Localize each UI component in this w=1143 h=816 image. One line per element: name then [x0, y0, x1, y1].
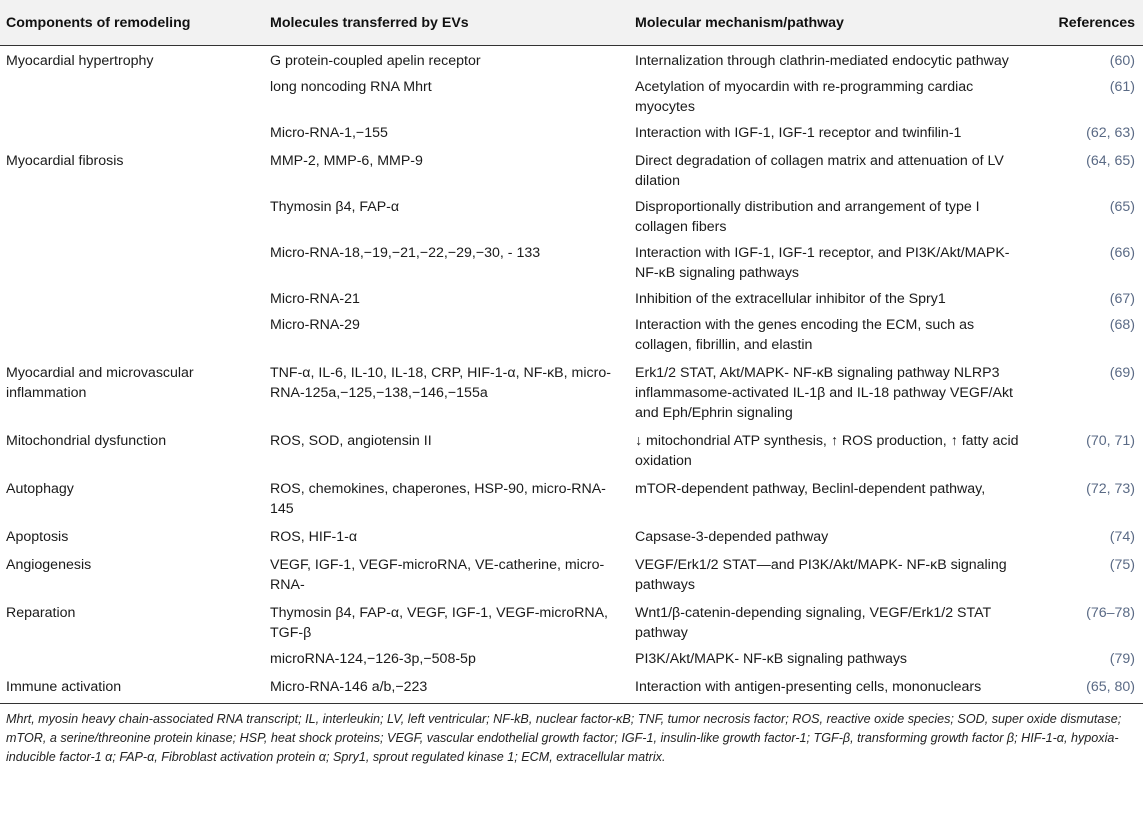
cell-references: (62, 63) — [1086, 125, 1135, 141]
cell-molecules: Micro-RNA-21 — [270, 291, 360, 307]
cell-molecules: ROS, HIF-1-α — [270, 529, 358, 545]
cell-component: Angiogenesis — [6, 557, 92, 573]
cell-mechanism: PI3K/Akt/MAPK- NF-κB signaling pathways — [635, 651, 908, 667]
cell-component: Myocardial hypertrophy — [6, 53, 154, 69]
cell-component: Myocardial and microvascular inflammation — [6, 365, 194, 401]
cell-mechanism: Internalization through clathrin-mediated endocytic pathway — [635, 53, 1009, 69]
table-row — [0, 46, 1143, 75]
reference-link[interactable]: 68 — [1114, 317, 1131, 333]
reference-link[interactable]: 75 — [1114, 557, 1131, 573]
cell-molecules: Thymosin β4, FAP-α, VEGF, IGF-1, VEGF-microRNA, TGF-β — [270, 605, 608, 641]
cell-molecules: Micro-RNA-29 — [270, 317, 360, 333]
cell-mechanism: Disproportionally distribution and arrangement of type I collagen fibers — [635, 199, 980, 235]
reference-link[interactable]: 65 — [1114, 199, 1131, 215]
cell-component: Autophagy — [6, 481, 74, 497]
reference-link[interactable]: 76–78 — [1090, 605, 1131, 621]
cell-component — [0, 286, 270, 312]
cell-component: Reparation — [6, 605, 76, 621]
cell-mechanism: Wnt1/β-catenin-depending signaling, VEGF/Erk1/2 STAT pathway — [635, 605, 991, 641]
table-row — [0, 550, 1143, 598]
cell-references: (70, 71) — [1086, 433, 1135, 449]
cell-molecules: ROS, chemokines, chaperones, HSP-90, micro-RNA-145 — [270, 481, 606, 517]
cell-component: Mitochondrial dysfunction — [6, 433, 167, 449]
table-body — [0, 46, 1143, 704]
header-components: Components of remodeling — [0, 0, 270, 46]
cell-molecules: G protein-coupled apelin receptor — [270, 53, 481, 69]
cell-references: (64, 65) — [1086, 153, 1135, 169]
cell-component — [0, 194, 270, 240]
cell-mechanism: Interaction with IGF-1, IGF-1 receptor, and PI3K/Akt/MAPK- NF-κB signaling pathways — [635, 245, 1010, 281]
cell-mechanism: Interaction with the genes encoding the ECM, such as collagen, fibrillin, and elastin — [635, 317, 975, 353]
table-header — [0, 0, 1143, 46]
header-references: References — [1043, 0, 1143, 46]
cell-references: (66) — [1109, 245, 1135, 261]
cell-mechanism: Acetylation of myocardin with re-programming cardiac myocytes — [635, 79, 974, 115]
cell-molecules: Thymosin β4, FAP-α — [270, 199, 400, 215]
cell-references: (65, 80) — [1043, 672, 1143, 704]
cell-component — [0, 240, 270, 286]
cell-mechanism: Direct degradation of collagen matrix and attenuation of LV dilation — [635, 153, 1004, 189]
reference-link[interactable]: 65, 80 — [1090, 679, 1131, 695]
reference-link[interactable]: 64, 65 — [1090, 153, 1131, 169]
table-row — [0, 240, 1143, 286]
reference-link[interactable]: 72, 73 — [1090, 481, 1131, 497]
header-row — [0, 0, 1143, 46]
table-row — [0, 598, 1143, 646]
cell-references: (67) — [1109, 291, 1135, 307]
cell-mechanism: VEGF/Erk1/2 STAT—and PI3K/Akt/MAPK- NF-κB signaling pathways — [635, 557, 1007, 593]
cell-component — [0, 120, 270, 146]
cell-molecules: microRNA-124,−126-3p,−508-5p — [270, 651, 476, 667]
table-row — [0, 522, 1143, 550]
reference-link[interactable]: 70, 71 — [1090, 433, 1131, 449]
cell-component — [0, 74, 270, 120]
table-footnote: Mhrt, myosin heavy chain-associated RNA transcript; IL, interleukin; LV, left ventricular; NF-kB, nuclear factor-κB; TNF, tumor necrosis factor; ROS, reactive oxide species; SOD, super oxide dismutase; mTOR, a serine/threonine protein kinase; HSP, heat shock proteins; VEGF, vascular endothelial growth factor; IGF-1, insulin-like growth factor-1; TGF-β, transforming growth factor β; HIF-1-α, hypoxia-inducible factor-1 α; FAP-α, Fibroblast activation protein α; Spry1, sprout regulated kinase 1; ECM, extracellular matrix. — [6, 712, 1122, 764]
cell-references: (74) — [1109, 529, 1135, 545]
cell-component: Immune activation — [0, 672, 270, 704]
cell-mechanism: Interaction with IGF-1, IGF-1 receptor and twinfilin-1 — [635, 125, 962, 141]
cell-molecules: Micro-RNA-1,−155 — [270, 125, 388, 141]
table-row — [0, 146, 1143, 194]
cell-molecules: MMP-2, MMP-6, MMP-9 — [270, 153, 423, 169]
cell-component — [0, 646, 270, 672]
cell-mechanism: Inhibition of the extracellular inhibitor of the Spry1 — [635, 291, 946, 307]
table-row — [0, 474, 1143, 522]
cell-component: Apoptosis — [6, 529, 69, 545]
cell-molecules: long noncoding RNA Mhrt — [270, 79, 432, 95]
table-row — [0, 194, 1143, 240]
cell-references: (61) — [1109, 79, 1135, 95]
cell-references: (65) — [1109, 199, 1135, 215]
reference-link[interactable]: 69 — [1114, 365, 1131, 381]
table-row — [0, 286, 1143, 312]
reference-link[interactable]: 67 — [1114, 291, 1131, 307]
cell-molecules: TNF-α, IL-6, IL-10, IL-18, CRP, HIF-1-α, NF-κB, micro-RNA-125a,−125,−138,−146,−155a — [270, 365, 611, 401]
cell-mechanism: Interaction with antigen-presenting cells, mononuclears — [635, 672, 1043, 704]
table-row — [0, 672, 1143, 704]
cell-mechanism: ↓ mitochondrial ATP synthesis, ↑ ROS production, ↑ fatty acid oxidation — [635, 433, 1019, 469]
cell-references: (75) — [1109, 557, 1135, 573]
table-row — [0, 646, 1143, 672]
cell-references: (72, 73) — [1086, 481, 1135, 497]
table-row — [0, 120, 1143, 146]
reference-link[interactable]: 61 — [1114, 79, 1131, 95]
cell-molecules: Micro-RNA-18,−19,−21,−22,−29,−30, - 133 — [270, 245, 541, 261]
cell-mechanism: Erk1/2 STAT, Akt/MAPK- NF-κB signaling pathway NLRP3 inflammasome-activated IL-1β and IL-18 pathway VEGF/Akt and Eph/Ephrin signaling — [635, 365, 1013, 421]
cell-molecules: ROS, SOD, angiotensin II — [270, 433, 432, 449]
reference-link[interactable]: 66 — [1114, 245, 1131, 261]
cell-mechanism: mTOR-dependent pathway, Beclinl-dependent pathway, — [635, 481, 986, 497]
table-row — [0, 74, 1143, 120]
table-row — [0, 358, 1143, 426]
header-mechanism: Molecular mechanism/pathway — [635, 0, 1043, 46]
cell-references: (68) — [1109, 317, 1135, 333]
cell-molecules: Micro-RNA-146 a/b,−223 — [270, 672, 635, 704]
table-row — [0, 312, 1143, 358]
header-molecules: Molecules transferred by EVs — [270, 0, 635, 46]
cell-references: (79) — [1109, 651, 1135, 667]
cell-component: Myocardial fibrosis — [6, 153, 124, 169]
reference-link[interactable]: 79 — [1114, 651, 1131, 667]
reference-link[interactable]: 62, 63 — [1090, 125, 1131, 141]
cell-component — [0, 312, 270, 358]
cell-references: (76–78) — [1086, 605, 1135, 621]
cell-references: (60) — [1109, 53, 1135, 69]
cell-references: (69) — [1109, 365, 1135, 381]
cell-molecules: VEGF, IGF-1, VEGF-microRNA, VE-catherine, micro-RNA- — [270, 557, 605, 593]
cell-mechanism: Capsase-3-depended pathway — [635, 529, 829, 545]
reference-link[interactable]: 60 — [1114, 53, 1131, 69]
reference-link[interactable]: 74 — [1114, 529, 1131, 545]
table-row — [0, 426, 1143, 474]
